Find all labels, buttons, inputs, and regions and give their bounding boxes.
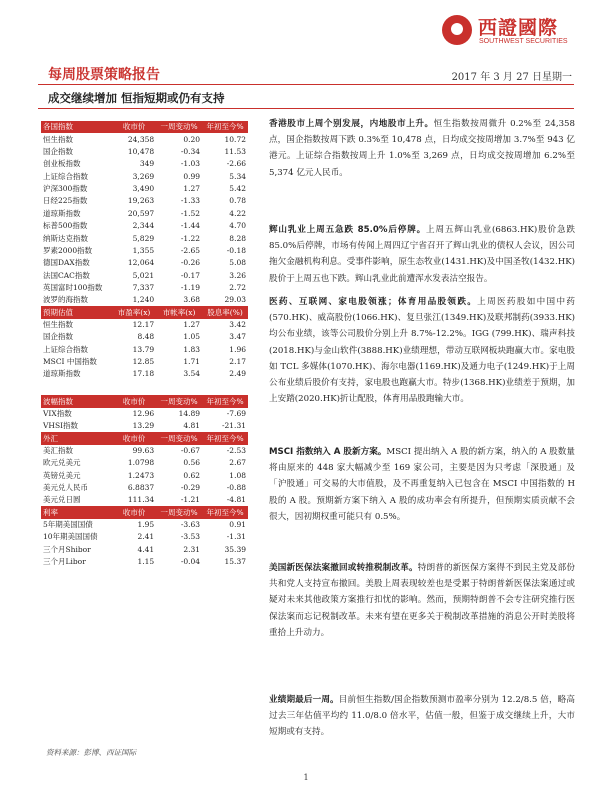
- table-row: [41, 319, 248, 331]
- table-cell: 2.17: [229, 356, 246, 366]
- table-cell: 5,021: [132, 270, 155, 280]
- table-cell: 13.79: [132, 344, 155, 354]
- table-row: [41, 207, 248, 219]
- row-label: 创业板指数: [43, 159, 81, 169]
- row-label: 美元兑日圆: [43, 495, 81, 505]
- table-row: [41, 244, 248, 256]
- table-cell: -1.22: [180, 233, 201, 243]
- row-label: MSCI 中国指数: [43, 356, 97, 366]
- column-header: 一周变动%: [156, 395, 202, 407]
- row-label: VHSI指数: [43, 421, 79, 431]
- table-row: [41, 220, 248, 232]
- table-section-header: [41, 121, 248, 133]
- table-cell: 12.17: [132, 319, 155, 329]
- table-row: [41, 408, 248, 420]
- table-cell: -0.34: [180, 147, 201, 157]
- table-source-note: 资料来源：彭博、西证国际: [46, 748, 136, 757]
- table-cell: 14.89: [178, 408, 201, 418]
- table-cell: -0.18: [226, 245, 246, 255]
- column-header: 年初至今%: [202, 432, 248, 444]
- table-cell: 10.72: [224, 134, 246, 144]
- table-cell: 20,597: [127, 208, 155, 218]
- table-cell: 1.83: [183, 344, 201, 354]
- table-cell: 1.27: [183, 319, 201, 329]
- table-cell: -1.21: [180, 495, 201, 505]
- column-header: 市盈率(x): [112, 306, 156, 318]
- table-cell: -1.19: [180, 282, 201, 292]
- table-row: [41, 170, 248, 182]
- table-cell: 1.05: [183, 332, 201, 342]
- paragraph-body: 上周五辉山乳业(6863.HK)股价急跌 85.0%后停牌，市场有传闻上周四辽宁省召开了辉山乳业的债权人会议，因公司拖欠金融机构利息。受事件影响，原生态牧业(1431.HK)及中国圣牧(1432.HK)股价于上周五也下跌。辉山乳业此前遭浑水发表沽空报告。: [269, 225, 575, 284]
- paragraph-heading: 美国新医保法案撤回或转推税制改革。: [269, 563, 418, 573]
- table-cell: -0.67: [180, 446, 201, 456]
- table-row: [41, 343, 248, 355]
- table-row: [41, 281, 248, 293]
- table-cell: -0.88: [226, 483, 246, 493]
- table-cell: 1,240: [132, 295, 155, 305]
- table-cell: -0.26: [180, 258, 201, 268]
- table-cell: 1.15: [137, 557, 155, 567]
- column-header: 收市价: [112, 121, 156, 133]
- table-cell: 3.47: [229, 332, 246, 342]
- column-header: 收市价: [112, 432, 156, 444]
- table-cell: 3.68: [183, 295, 201, 305]
- table-cell: 24,358: [127, 134, 155, 144]
- paragraph-msci: [269, 444, 575, 525]
- table-cell: 99.63: [132, 446, 155, 456]
- table-cell: -0.04: [180, 557, 201, 567]
- paragraph-earnings-season: [269, 692, 575, 741]
- table-row: [41, 519, 248, 531]
- paragraph-heading: 辉山乳业上周五急跌 85.0%后停牌。: [269, 225, 427, 235]
- row-label: 罗素2000指数: [43, 245, 93, 255]
- row-label: 上证综合指数: [43, 344, 88, 354]
- table-cell: 1,355: [132, 245, 155, 255]
- table-cell: 0.78: [229, 196, 246, 206]
- report-title: 每周股票策略报告: [48, 67, 160, 83]
- row-label: 国企指数: [43, 332, 73, 342]
- table-row: [41, 146, 248, 158]
- table-row: [41, 482, 248, 494]
- market-data-table: [41, 121, 248, 568]
- row-label: 日经225指数: [43, 196, 88, 206]
- table-cell: 29.03: [224, 295, 246, 305]
- table-cell: 12,064: [127, 258, 155, 268]
- paragraph-body: 恒生指数按周微升 0.2%至 24,358 点，国企指数按周下跌 0.3%至 10,478 点，日均成交按周增加 3.7%至 943 亿港元。上证综合指数按周上升 1.0%至 3,269 点，日均成交按周增加 6.2%至 5,374 亿元人民币。: [269, 119, 575, 178]
- table-row: [41, 469, 248, 481]
- table-cell: 1.2473: [127, 470, 155, 480]
- table-cell: 1.27: [183, 184, 201, 194]
- table-cell: 1.96: [229, 344, 246, 354]
- table-cell: 2,344: [132, 221, 155, 231]
- row-label: 法国CAC指数: [43, 270, 90, 280]
- logo-emblem-icon: [442, 15, 472, 45]
- table-cell: -21.31: [221, 421, 246, 431]
- table-row: [41, 368, 248, 380]
- column-header: 年初至今%: [202, 121, 248, 133]
- section-title: 预期估值: [41, 306, 112, 318]
- row-label: 道琼斯指数: [43, 369, 81, 379]
- column-header: 收市价: [112, 395, 156, 407]
- table-row: [41, 445, 248, 457]
- table-row: [41, 195, 248, 207]
- table-cell: 3.26: [229, 270, 246, 280]
- row-label: 沪深300指数: [43, 184, 88, 194]
- table-section-header: [41, 432, 248, 444]
- column-header: 一周变动%: [156, 432, 202, 444]
- table-row: [41, 543, 248, 555]
- table-cell: 12.85: [132, 356, 155, 366]
- table-cell: -2.66: [226, 159, 246, 169]
- table-cell: -3.53: [180, 532, 201, 542]
- table-cell: -3.63: [180, 520, 201, 530]
- table-row: [41, 457, 248, 469]
- table-row: [41, 294, 248, 306]
- table-cell: -1.44: [180, 221, 201, 231]
- table-section-header: [41, 506, 248, 518]
- logo-english-name: SOUTHWEST SECURITIES: [479, 38, 568, 45]
- table-row: [41, 269, 248, 281]
- table-row: [41, 494, 248, 506]
- table-cell: 0.62: [183, 470, 201, 480]
- table-cell: -7.69: [226, 408, 246, 418]
- row-label: 5年期美国国债: [43, 520, 93, 530]
- table-cell: 5.34: [229, 171, 246, 181]
- table-spacer-row: [41, 380, 248, 395]
- table-cell: -0.17: [180, 270, 201, 280]
- report-date: 2017 年 3 月 27 日星期一: [451, 72, 572, 83]
- table-cell: 4.81: [183, 421, 201, 431]
- table-cell: 1.0798: [127, 458, 155, 468]
- row-label: 三个月Libor: [43, 557, 86, 567]
- row-label: 德国DAX指数: [43, 258, 90, 268]
- paragraph-hk-market: [269, 116, 575, 181]
- paragraph-body: 目前恒生指数/国企指数预测市盈率分别为 12.2/8.5 倍，略高过去三年估值平均约 11.0/8.0 倍水平，估值一般，但鉴于成交继续上升，大市短期或有支持。: [269, 695, 575, 738]
- table-cell: 2.72: [229, 282, 246, 292]
- table-cell: -1.03: [180, 159, 201, 169]
- paragraph-us-healthcare: [269, 560, 575, 641]
- table-cell: 1.95: [137, 520, 155, 530]
- row-label: VIX指数: [43, 408, 72, 418]
- table-row: [41, 257, 248, 269]
- paragraph-heading: MSCI 指数纳入 A 股新方案。: [269, 447, 387, 457]
- row-label: 纳斯达克指数: [43, 233, 88, 243]
- table-row: [41, 420, 248, 432]
- row-label: 标普500指数: [43, 221, 88, 231]
- table-cell: 4.22: [229, 208, 246, 218]
- table-cell: 0.91: [229, 520, 246, 530]
- company-logo: [442, 13, 592, 53]
- table-row: [41, 232, 248, 244]
- table-cell: 0.99: [183, 171, 201, 181]
- row-label: 国企指数: [43, 147, 73, 157]
- subtitle-divider: [38, 108, 574, 109]
- table-cell: 4.41: [137, 544, 155, 554]
- row-label: 三个月Shibor: [43, 544, 91, 554]
- row-label: 美元兑人民币: [43, 483, 88, 493]
- row-label: 道琼斯指数: [43, 208, 81, 218]
- table-section-header: [41, 306, 248, 318]
- table-cell: 3.54: [183, 369, 201, 379]
- table-cell: -1.33: [180, 196, 201, 206]
- table-cell: 19,263: [127, 196, 155, 206]
- row-label: 美汇指数: [43, 446, 73, 456]
- row-label: 上证综合指数: [43, 171, 88, 181]
- table-cell: -1.52: [180, 208, 201, 218]
- table-cell: 35.39: [224, 544, 246, 554]
- table-cell: 10,478: [127, 147, 155, 157]
- table-row: [41, 556, 248, 568]
- table-cell: 5.08: [229, 258, 246, 268]
- paragraph-heading: 香港股市上周个别发展，内地股市上升。: [269, 119, 434, 129]
- paragraph-body: 上周医药股如中国中药(570.HK)、威高股份(1066.HK)、复旦张江(1349.HK)及联邦制药(3933.HK)均公布业绩，该等公司股价分别上升 8.7%-12.2%。IGG (799.HK)、瑞声科技(2018.HK)与金山软件(3888.HK)业绩理想，带动互联网板块跑赢大市。家电股如 TCL 多媒体(1070.HK)、海尔电器(1169.HK)及通力电子(1249.HK)于上周公布业绩后股价有支持，家电股也跑赢大市。特步(1368.HK)业绩差于预期，加上安踏(2020.HK)折让配股，体育用品股跑输大市。: [269, 297, 575, 405]
- table-cell: 8.28: [229, 233, 246, 243]
- table-cell: 15.37: [224, 557, 246, 567]
- table-row: [41, 133, 248, 145]
- table-cell: 0.56: [183, 458, 201, 468]
- table-cell: 349: [139, 159, 155, 169]
- table-row: [41, 183, 248, 195]
- table-cell: 2.41: [137, 532, 155, 542]
- table-row: [41, 531, 248, 543]
- table-cell: 1.71: [183, 356, 201, 366]
- row-label: 恒生指数: [43, 134, 73, 144]
- row-label: 欧元兑美元: [43, 458, 81, 468]
- table-cell: 111.34: [127, 495, 155, 505]
- column-header: 收市价: [112, 506, 156, 518]
- table-cell: 2.67: [229, 458, 246, 468]
- paragraph-sector-performance: [269, 294, 575, 407]
- table-cell: 0.20: [183, 134, 201, 144]
- table-cell: 2.31: [183, 544, 201, 554]
- column-header: 年初至今%: [202, 395, 248, 407]
- table-section-header: [41, 395, 248, 407]
- table-cell: 3,269: [132, 171, 155, 181]
- column-header: 股息率(%): [202, 306, 248, 318]
- table-cell: 13.29: [132, 421, 155, 431]
- table-row: [41, 356, 248, 368]
- page-number: 1: [303, 773, 309, 782]
- table-row: [41, 158, 248, 170]
- table-cell: 11.53: [224, 147, 246, 157]
- table-cell: -2.65: [180, 245, 201, 255]
- paragraph-body: 特朗普的新医保方案得不到民主党及部份共和党人支持宣布撤回。美股上周表现较差也是受累于特朗普新医保法案通过或疑对未来其他政策方案推行扣忧的影响。然而，预期特朗普不会专注研究推行医保法案而忘记税制改革。未来有望在更多关于税制改革措施的消息公开时美股将重拾上升动力。: [269, 563, 575, 638]
- table-cell: -4.81: [226, 495, 246, 505]
- section-title: 外汇: [41, 432, 112, 444]
- column-header: 年初至今%: [202, 506, 248, 518]
- column-header: 一周变动%: [156, 121, 202, 133]
- table-cell: 1.08: [229, 470, 246, 480]
- paragraph-huishan-dairy: [269, 222, 575, 287]
- table-cell: 5,829: [132, 233, 155, 243]
- table-cell: 5.42: [229, 184, 246, 194]
- logo-name: 西證國際: [478, 17, 559, 39]
- paragraph-heading: 医药、互联网、家电股领涨；体育用品股领跌。: [269, 297, 478, 307]
- table-cell: 2.49: [229, 369, 246, 379]
- report-subtitle: 成交继续增加 恒指短期或仍有支持: [48, 91, 225, 105]
- table-cell: 4.70: [229, 221, 246, 231]
- table-cell: -1.31: [226, 532, 246, 542]
- paragraph-heading: 业绩期最后一周。: [269, 695, 339, 705]
- column-header: 市帐率(x): [156, 306, 202, 318]
- section-title: 波幅指数: [41, 395, 112, 407]
- table-cell: 3,490: [132, 184, 155, 194]
- table-cell: 8.48: [137, 332, 155, 342]
- section-title: 利率: [41, 506, 112, 518]
- table-cell: 17.18: [132, 369, 155, 379]
- column-header: 一周变动%: [156, 506, 202, 518]
- row-label: 英国富时100指数: [43, 282, 103, 292]
- section-title: 各国指数: [41, 121, 112, 133]
- table-cell: -0.29: [180, 483, 201, 493]
- row-label: 10年期美国国债: [43, 532, 98, 542]
- paragraph-body: MSCI 提出纳入 A 股的新方案，纳入的 A 股数量将由原来的 448 家大幅减少至 169 家公司，主要是因为只考虑「深股通」及「沪股通」可交易的大市值股，及不再重复纳入已包含在 MSCI 中国指数的 H 股的 A 股。预期新方案下纳入 A 股的成功率会有所提升，但预期实质贡献不会很大，因初期权重可能只有 0.5%。: [269, 447, 575, 522]
- row-label: 恒生指数: [43, 319, 73, 329]
- table-row: [41, 331, 248, 343]
- row-label: 英镑兑美元: [43, 470, 81, 480]
- header-divider: [38, 84, 574, 85]
- table-cell: 12.96: [132, 408, 155, 418]
- table-cell: 6.8837: [127, 483, 155, 493]
- table-cell: -2.53: [226, 446, 246, 456]
- table-cell: 3.42: [229, 319, 246, 329]
- row-label: 波罗的海指数: [43, 295, 88, 305]
- table-cell: 7,337: [132, 282, 155, 292]
